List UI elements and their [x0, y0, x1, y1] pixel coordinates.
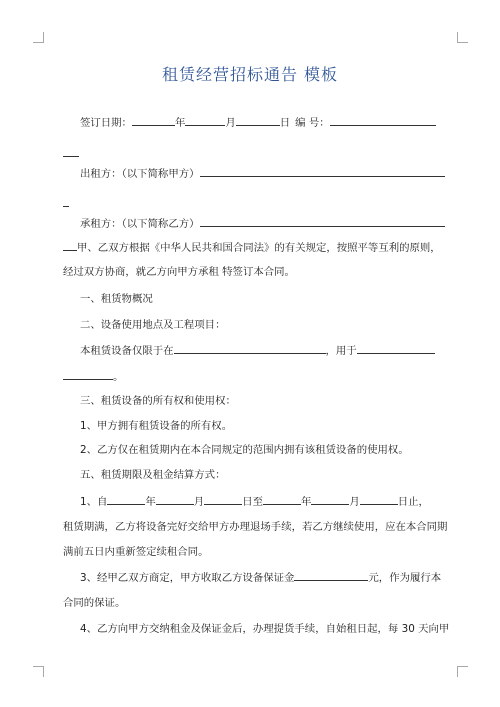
- crop-mark-top-right: [457, 32, 468, 43]
- blank-wrap-2: [63, 196, 69, 207]
- blank-lessee: [200, 216, 445, 227]
- lessee-label: 承租方：（以下简称乙方）: [80, 218, 200, 230]
- blank-end-month: [311, 494, 349, 505]
- wrap-line-1: [63, 146, 79, 161]
- sign-date-label: 签订日期：: [80, 117, 132, 129]
- blank-intro: [63, 240, 77, 251]
- section-3-item-2: 2、乙方仅在租赁期内在本合同规定的范围内拥有该租赁设备的使用权。: [80, 444, 409, 456]
- payment-line: 4、乙方向甲方交纳租金及保证金后，办理提货手续，自始租日起，每 30 天向甲: [80, 623, 450, 635]
- period-year2-label: 年: [300, 496, 312, 508]
- blank-month: [185, 115, 225, 126]
- intro-text-1: 甲、乙双方根据《中华人民共和国合同法》的有关规定，按照平等互利的原则，: [77, 242, 441, 254]
- crop-mark-bottom-left: [33, 666, 44, 677]
- deposit-text-a: 3、经甲乙双方商定，甲方收取乙方设备保证金: [80, 572, 295, 584]
- month-label: 月: [225, 117, 236, 129]
- lessee-line: [80, 216, 445, 231]
- blank-end-year: [263, 494, 301, 505]
- lease-expiry-line: 租赁期满，乙方将设备完好交给甲方办理退场手续，若乙方继续使用，应在本合同期: [63, 521, 448, 533]
- section-5-heading: 五、租赁期限及租金结算方式：: [80, 469, 226, 481]
- deposit-line: [80, 570, 441, 585]
- lessor-line: [80, 166, 445, 181]
- section-1-heading: 一、租赁物概况: [80, 293, 153, 305]
- blank-year: [132, 115, 175, 126]
- period-day-end-label: 日止，: [397, 496, 429, 508]
- year-label: 年: [174, 117, 186, 129]
- wrap-line-2: [63, 196, 69, 211]
- section-3-item-1: 1、甲方拥有租赁设备的所有权。: [80, 420, 233, 432]
- number-label: 编 号：: [295, 117, 330, 129]
- day-label: 日: [279, 117, 291, 129]
- location-text-b: ，用于: [325, 345, 357, 357]
- lessor-label: 出租方：（以下简称甲方）: [80, 168, 200, 180]
- intro-line-2: 经过双方协商，就乙方向甲方承租 特签订本合同。: [63, 266, 295, 278]
- crop-mark-bottom-right: [457, 666, 468, 677]
- deposit-text-b: 元，作为履行本: [368, 572, 442, 584]
- deposit-line-2: 合同的保证。: [63, 597, 126, 609]
- location-line: [80, 343, 435, 358]
- location-end: 。: [113, 371, 124, 383]
- intro-line-1: [63, 240, 441, 255]
- period-month-label: 月: [193, 496, 205, 508]
- blank-day: [236, 115, 280, 126]
- document-title: 租赁经营招标通告 模板: [161, 65, 339, 84]
- section-3-heading: 三、租赁设备的所有权和使用权：: [80, 395, 236, 407]
- blank-end-day: [360, 494, 398, 505]
- location-wrap: [63, 369, 123, 384]
- crop-mark-top-left: [33, 32, 44, 43]
- period-day-to-label: 日至: [242, 496, 263, 508]
- period-month2-label: 月: [349, 496, 360, 508]
- blank-start-day: [204, 494, 242, 505]
- lease-period-line: [80, 494, 429, 509]
- blank-location: [174, 343, 326, 354]
- lease-renewal-line: 满前五日内重新签定续租合同。: [63, 546, 209, 558]
- blank-start-month: [156, 494, 194, 505]
- section-2-heading: 二、设备使用地点及工程项目：: [80, 319, 226, 331]
- blank-start-year: [107, 494, 145, 505]
- blank-deposit: [294, 570, 368, 581]
- period-start-text: 1、自: [80, 496, 108, 508]
- blank-purpose-wrap: [63, 369, 113, 380]
- location-text-a: 本租赁设备仅限于在: [80, 345, 174, 357]
- blank-purpose: [357, 343, 435, 354]
- blank-number: [330, 115, 436, 126]
- blank-wrap-1: [63, 146, 79, 157]
- blank-lessor: [200, 166, 445, 177]
- period-year-label: 年: [145, 496, 156, 508]
- sign-date-line: [80, 115, 436, 130]
